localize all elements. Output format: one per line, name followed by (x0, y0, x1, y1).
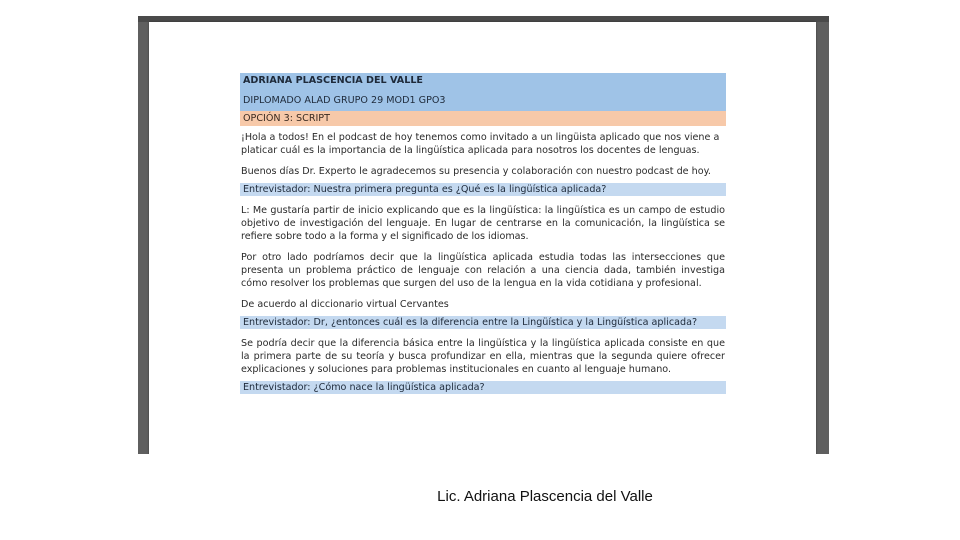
document-content (240, 73, 726, 394)
header-name: ADRIANA PLASCENCIA DEL VALLE (240, 73, 726, 91)
intro-paragraph: ¡Hola a todos! En el podcast de hoy tenemos como invitado a un lingüista aplicado que nos viene a platicar cuál es la importancia de la lingüística aplicada para nosotros los docentes de lenguas. (241, 132, 720, 156)
answer-2: Se podría decir que la diferencia básica entre la lingüística y la lingüística aplicada consiste en que la primera parte de su teoría y busca profundizar en ella, mientras que la segunda quiere ofrecer explicaciones y soluciones para problemas institucionales en cuanto al lenguaje humano. (241, 338, 725, 375)
option-heading: OPCIÓN 3: SCRIPT (240, 111, 726, 126)
header-diplomado: DIPLOMADO ALAD GRUPO 29 MOD1 GPO3 (240, 91, 726, 111)
question-1: Entrevistador: Nuestra primera pregunta es ¿Qué es la lingüística aplicada? (240, 183, 726, 196)
greeting-paragraph: Buenos días Dr. Experto le agradecemos su presencia y colaboración con nuestro podcast de hoy. (241, 166, 711, 177)
answer-1b: Por otro lado podríamos decir que la lingüística aplicada estudia todas las intersecciones que presenta un problema práctico de lenguaje con relación a una ciencia dada, también investiga cómo resolver los problemas que surgen del uso de la lengua en la vida cotidiana y profesional. (241, 252, 725, 289)
document-viewer (138, 16, 829, 454)
answer-1c: De acuerdo al diccionario virtual Cervantes (241, 299, 449, 310)
question-2: Entrevistador: Dr, ¿entonces cuál es la diferencia entre la Lingüística y la Lingüística aplicada? (240, 316, 726, 329)
document-page (149, 22, 816, 454)
slide-caption: Lic. Adriana Plascencia del Valle (437, 488, 653, 505)
answer-1a: L: Me gustaría partir de inicio explicando que es la lingüística: la lingüística es un campo de estudio objetivo de investigación del lenguaje. En lugar de centrarse en la comunicación, la lingüística se refiere sobre todo a la forma y el significado de los idiomas. (241, 205, 725, 242)
question-3: Entrevistador: ¿Cómo nace la lingüística aplicada? (240, 381, 726, 394)
